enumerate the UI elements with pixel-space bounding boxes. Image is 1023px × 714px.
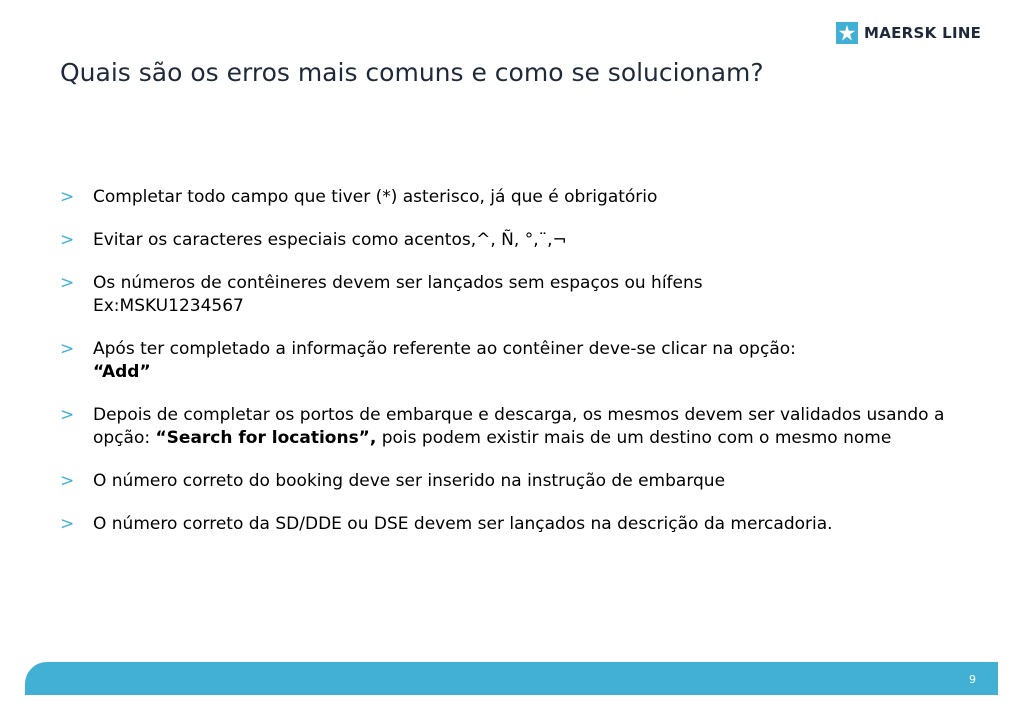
bullet-marker: > — [60, 339, 75, 359]
bullet-marker: > — [60, 230, 75, 250]
slide-title: Quais são os erros mais comuns e como se solucionam? — [60, 58, 764, 87]
bullet-marker: > — [60, 187, 75, 207]
bullet-item-container-numbers — [60, 272, 960, 318]
bullet-text: Completar todo campo que tiver (*) asterisco, já que é obrigatório — [93, 187, 658, 207]
bullet-text: Após ter completado a informação referente ao contêiner deve-se clicar na opção: — [93, 339, 796, 359]
bullet-marker: > — [60, 514, 75, 534]
bullet-text: Evitar os caracteres especiais como acentos,^, Ñ, °,¨,¬ — [93, 230, 567, 250]
bullet-text: O número correto da SD/DDE ou DSE devem ser lançados na descrição da mercadoria. — [93, 514, 833, 534]
logo-text: MAERSK LINE — [864, 23, 982, 42]
maersk-line-logo — [836, 20, 981, 45]
bullet-text: Os números de contêineres devem ser lançados sem espaços ou hífens — [93, 273, 703, 293]
bullet-text: Depois de completar os portos de embarque e descarga, os mesmos devem ser validados usando a opção: — [93, 405, 945, 448]
star-icon — [838, 24, 856, 42]
bullet-bold-search: “Search for locations”, — [155, 428, 377, 448]
bullet-item-sd-dde-dse — [60, 513, 960, 536]
bullet-list — [60, 186, 960, 556]
bullet-item-add-option — [60, 338, 960, 384]
bullet-item-required-fields — [60, 186, 960, 209]
logo-star-box — [836, 22, 858, 44]
bullet-bold-add: “Add” — [93, 362, 151, 382]
bullet-marker: > — [60, 273, 75, 293]
bullet-text: O número correto do booking deve ser inserido na instrução de embarque — [93, 471, 726, 491]
footer-bar — [25, 662, 998, 695]
bullet-item-booking-number — [60, 470, 960, 493]
bullet-item-special-characters — [60, 229, 960, 252]
bullet-item-search-locations — [60, 404, 960, 450]
bullet-marker: > — [60, 405, 75, 425]
page-number: 9 — [969, 673, 976, 686]
bullet-example: Ex:MSKU1234567 — [93, 296, 244, 316]
bullet-marker: > — [60, 471, 75, 491]
bullet-text-after: pois podem existir mais de um destino com o mesmo nome — [381, 428, 892, 448]
